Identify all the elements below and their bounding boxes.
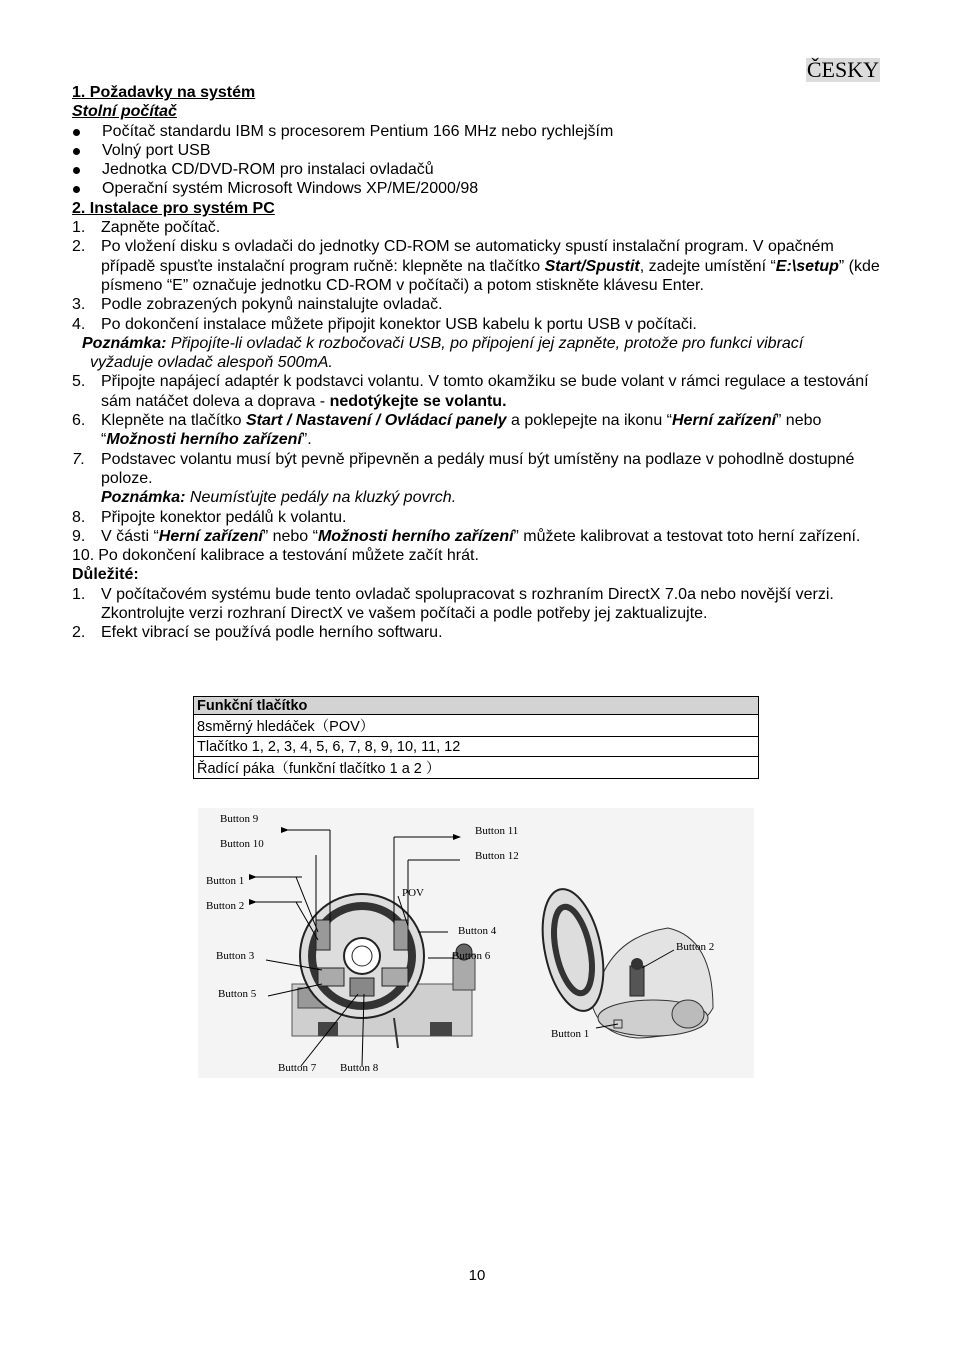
- step-item: 4. Po dokončení instalace můžete připojit konektor USB kabelu k portu USB v počítači.: [72, 315, 697, 333]
- label-button-10: Button 10: [220, 838, 264, 850]
- important-heading: Důležité:: [72, 566, 139, 584]
- label-button-9: Button 9: [220, 813, 259, 825]
- label-button-12: Button 12: [475, 850, 519, 862]
- bullet-icon: [73, 148, 80, 155]
- bullet-item: Operační systém Microsoft Windows XP/ME/2000/98: [72, 179, 882, 198]
- label-button-5: Button 5: [218, 988, 257, 1000]
- label-button-11: Button 11: [475, 825, 519, 837]
- bullet-icon: [73, 129, 80, 136]
- label-button-4: Button 4: [458, 925, 497, 937]
- important-item: 1. V počítačovém systému bude tento ovladač spolupracovat s rozhraním DirectX 7.0a nebo novější verzi. Zkontrolujte verzi rozhraní DirectX ve vašem počítači a podle potřeby jej zaktualizujte.: [72, 585, 834, 623]
- document-body: [72, 83, 882, 643]
- page-number: 10: [468, 1267, 486, 1284]
- label-button-2: Button 2: [206, 900, 245, 912]
- label-button-3: Button 3: [216, 950, 255, 962]
- section1-subheading: Stolní počítač: [72, 103, 177, 121]
- label-side-button-2: Button 2: [676, 941, 715, 953]
- table-row: 8směrný hledáček（POV）: [194, 715, 759, 737]
- step-item: 6. Klepněte na tlačítko Start / Nastavení / Ovládací panely a poklepejte na ikonu “Herní zařízení” nebo “Možnosti herního zařízení”.: [72, 412, 822, 449]
- step-item: 2. Po vložení disku s ovladači do jednotky CD-ROM se automaticky spustí instalační program. V opačném případě spusťte instalační program ručně: klepněte na tlačítko Start/Spustit, zadejte umístění “E:\setup” (kde písmeno “E” označuje jednotku CD-ROM v počítači) a potom stiskněte klávesu Enter.: [72, 238, 880, 294]
- step-item: 3. Podle zobrazených pokynů nainstalujte ovladač.: [72, 296, 443, 314]
- step-item: 5. Připojte napájecí adaptér k podstavci volantu. V tomto okamžiku se bude volant v rámci regulace a testování sám natáčet doleva a doprava - nedotýkejte se volantu.: [72, 373, 869, 410]
- bullet-item: Volný port USB: [72, 141, 882, 160]
- label-pov: POV: [402, 887, 425, 899]
- bullet-icon: [73, 167, 80, 174]
- table-header: Funkční tlačítko: [194, 697, 759, 715]
- step-item: 7. Podstavec volantu musí být pevně připevněn a pedály musí být umístěny na podlaze v pohodlně dostupné poloze. Poznámka: Neumísťujte pedály na kluzký povrch.: [72, 450, 855, 507]
- step-item: 8. Připojte konektor pedálů k volantu.: [72, 508, 347, 526]
- language-tag: ČESKY: [806, 57, 879, 82]
- label-button-6: Button 6: [452, 950, 491, 962]
- step-item: 10. Po dokončení kalibrace a testování můžete začít hrát.: [72, 547, 479, 565]
- section1-heading: 1. Požadavky na systém: [72, 84, 256, 101]
- label-button-1: Button 1: [206, 875, 245, 887]
- step-item: 1. Zapněte počítač.: [72, 219, 221, 237]
- bullet-icon: [73, 186, 80, 193]
- note: Poznámka: Připojíte-li ovladač k rozbočovači USB, po připojení jej zapněte, protože pro funkci vibrací: [82, 334, 804, 352]
- step-item: 9. V části “Herní zařízení” nebo “Možnosti herního zařízení” můžete kalibrovat a testovat toto herní zařízení.: [72, 527, 861, 545]
- table-row: Řadící páka（funkční tlačítko 1 a 2 ）: [194, 757, 759, 779]
- important-item: 2. Efekt vibrací se používá podle herního softwaru.: [72, 624, 443, 642]
- label-button-7: Button 7: [278, 1062, 317, 1074]
- function-button-table: [193, 696, 759, 779]
- label-side-button-1: Button 1: [551, 1028, 590, 1040]
- table-row: Tlačítko 1, 2, 3, 4, 5, 6, 7, 8, 9, 10, 11, 12: [194, 737, 759, 757]
- label-button-8: Button 8: [340, 1062, 379, 1074]
- note-continuation: vyžaduje ovladač alespoň 500mA.: [90, 354, 333, 372]
- bullet-item: Jednotka CD/DVD-ROM pro instalaci ovladačů: [72, 160, 882, 179]
- bullet-item: Počítač standardu IBM s procesorem Pentium 166 MHz nebo rychlejším: [72, 122, 882, 141]
- section2-heading: 2. Instalace pro systém PC: [72, 199, 275, 217]
- steering-wheel-diagram: [198, 808, 754, 1078]
